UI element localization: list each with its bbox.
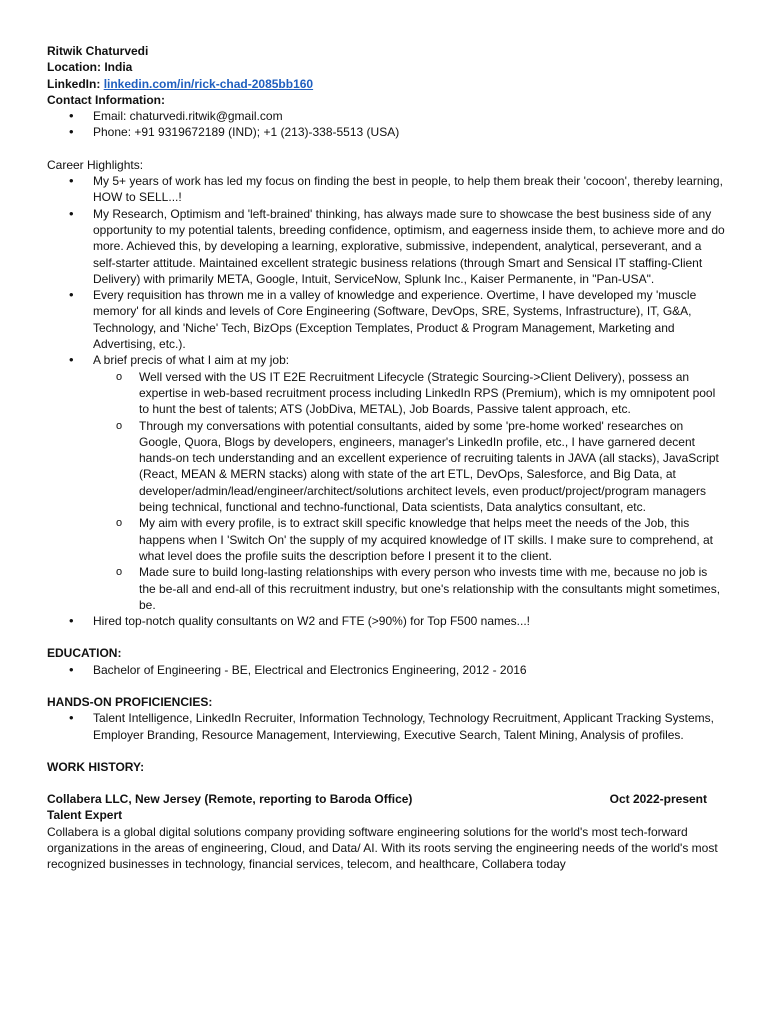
career-item: • Hired top-notch quality consultants on W2 and FTE (>90%) for Top F500 names...!: [47, 613, 727, 629]
proficiencies-heading: HANDS-ON PROFICIENCIES:: [47, 694, 213, 709]
resume-page: [47, 43, 727, 873]
contact-phone: • Phone: +91 9319672189 (IND); +1 (213)-338-5513 (USA): [47, 124, 727, 140]
career-sublist: [93, 369, 727, 613]
job-company: Collabera LLC, New Jersey (Remote, reporting to Baroda Office): [47, 792, 413, 807]
career-heading: Career Highlights:: [47, 157, 144, 172]
location-label: Location:: [47, 60, 101, 75]
job-role: Talent Expert: [47, 808, 123, 823]
career-subitem: o My aim with every profile, is to extract skill specific knowledge that helps meet the needs of the Job, this happens when I 'Switch On' the supply of my acquired knowledge of IT skills. I make sure to comprehend, at what level does the profile suits the description before I present it to the client.: [93, 515, 727, 564]
career-subitem: o Through my conversations with potential consultants, aided by some 'pre-home worked' researches on Google, Quora, Blogs by developers, engineers, manager's LinkedIn profile, etc., I have garnered decent hands-on tech understanding and an excellent experience of recruiting talents in JAVA (all stacks), JavaScript (React, MEAN & MERN stacks) along with state of the art ETL, DevOps, Salesforce, and Big Data, at developer/admin/lead/engineer/architect/solutions architect levels, even product/project/program managers being technical, functional and techno-functional, Data scientists, Data analytics consultant, etc.: [93, 418, 727, 516]
education-heading: EDUCATION:: [47, 646, 122, 661]
career-subitem: o Made sure to build long-lasting relationships with every person who invests time with me, because no job is the be-all and end-all of this recruitment industry, but one's relationship with the consultants might sometimes, be.: [93, 564, 727, 613]
career-subitem: o Well versed with the US IT E2E Recruitment Lifecycle (Strategic Sourcing->Client Delivery), possess an expertise in web-based recruitment process including LinkedIn RPS (Premium), which is my omnipotent pool to hunt the best of talents; ATS (JobDiva, METAL), Job Boards, Passive talent approach, etc.: [93, 369, 727, 418]
career-list: [47, 173, 727, 629]
linkedin-link[interactable]: linkedin.com/in/rick-chad-2085bb160: [103, 76, 314, 91]
education-list: [47, 662, 727, 678]
location-value: India: [104, 60, 133, 75]
education-item: • Bachelor of Engineering - BE, Electrical and Electronics Engineering, 2012 - 2016: [47, 662, 727, 678]
career-item: • My Research, Optimism and 'left-brained' thinking, has always made sure to showcase the best business side of any opportunity to my potential talents, breeding confidence, optimism, and eagerness inside them, to achieve more and do more. Achieved this, by developing a learning, explorative, submissive, independent, analytical, perseverant, and a self-starter attitude. Maintained excellent strategic business relations (through Smart and Sensical IT staffing-Client Delivery) with primarily META, Google, Intuit, ServiceNow, Splunk Inc., Kaiser Permanente, in "Pan-USA".: [47, 206, 727, 287]
career-item: [47, 352, 727, 613]
candidate-name: Ritwik Chaturvedi: [47, 44, 149, 58]
contact-heading: Contact Information:: [47, 92, 165, 107]
contact-list: [47, 108, 727, 141]
linkedin-label: LinkedIn:: [47, 76, 101, 91]
linkedin-line: [47, 76, 727, 92]
career-item-text: A brief precis of what I aim at my job:: [93, 353, 290, 368]
job-header: [47, 791, 707, 807]
proficiencies-list: [47, 710, 727, 743]
job-description: Collabera is a global digital solutions company providing software engineering solutions for the world's most tech-forward organizations in the areas of engineering, Cloud, and Data/ AI. With its roots serving the engineering needs of the world's most recognized businesses in technology, financial services, telecom, and healthcare, Collabera today: [47, 824, 718, 872]
work-history-heading: WORK HISTORY:: [47, 759, 145, 774]
contact-email: • Email: chaturvedi.ritwik@gmail.com: [47, 108, 727, 124]
job-dates: Oct 2022-present: [609, 792, 707, 807]
career-item: • My 5+ years of work has led my focus on finding the best in people, to help them break their 'cocoon', thereby learning, HOW to SELL...!: [47, 173, 727, 206]
career-item: • Every requisition has thrown me in a valley of knowledge and experience. Overtime, I have developed my 'muscle memory' for all kinds and levels of Core Engineering (Software, DevOps, SRE, Systems, Infrastructure), IT, G&A, Technology, and 'Niche' Tech, BizOps (Exception Templates, Product & Program Management, Marketing and Advertising, etc.).: [47, 287, 727, 352]
location-line: [47, 59, 727, 75]
proficiencies-item: • Talent Intelligence, LinkedIn Recruiter, Information Technology, Technology Recruitment, Applicant Tracking Systems, Employer Branding, Resource Management, Interviewing, Executive Search, Talent Mining, Analysis of profiles.: [47, 710, 727, 743]
